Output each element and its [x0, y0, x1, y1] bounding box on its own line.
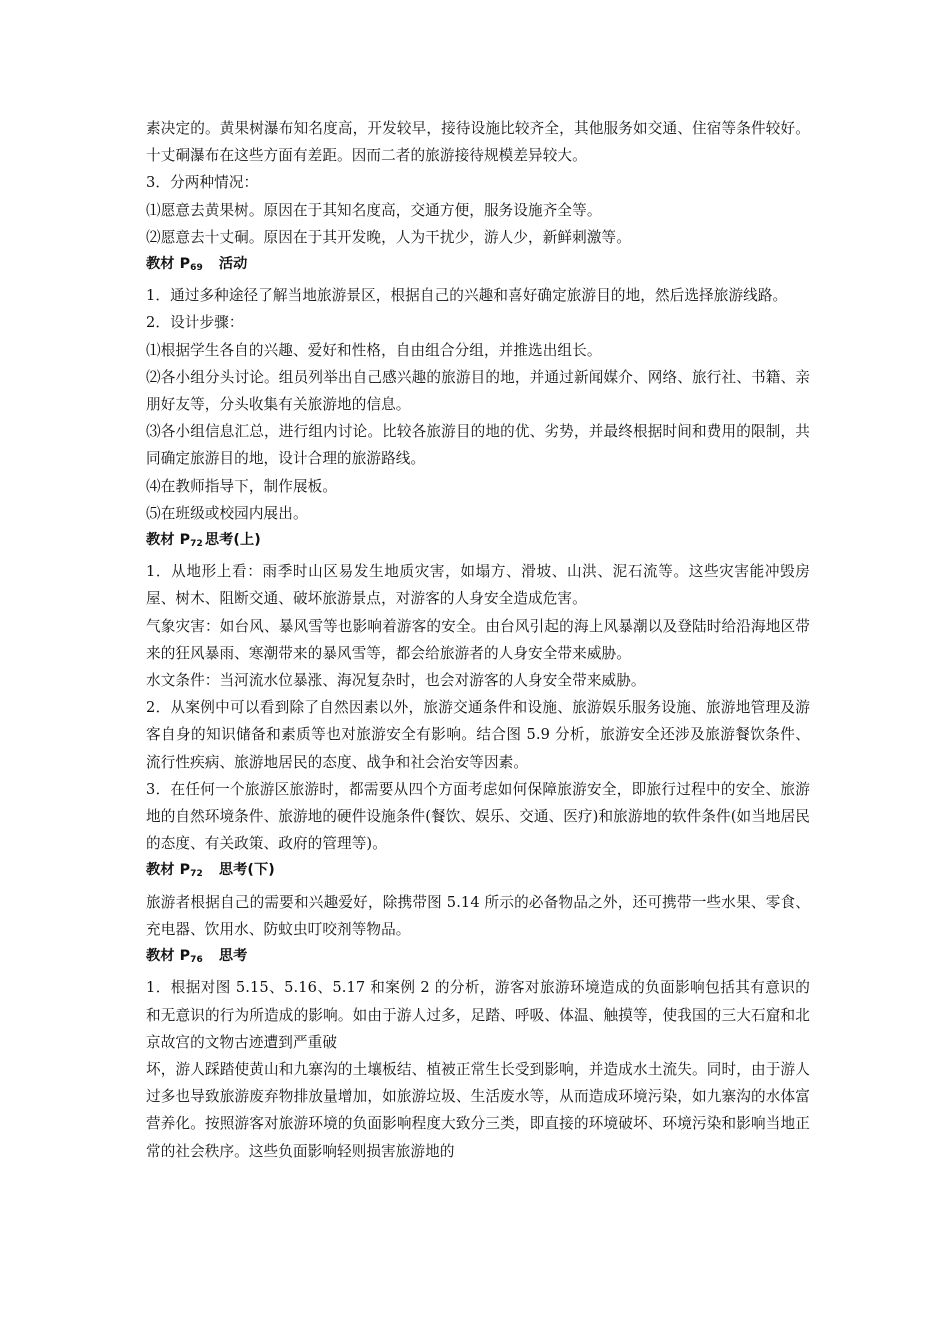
paragraph: 3．分两种情况：: [146, 174, 259, 192]
heading-title: 思考: [218, 948, 248, 965]
paragraph: 水文条件：当河流水位暴涨、海况复杂时，也会对游客的人身安全带来威胁。: [146, 672, 646, 690]
heading-page-number: 72: [190, 539, 203, 550]
heading-title: 思考(下): [218, 862, 275, 879]
document-body: [146, 115, 810, 1165]
paragraph: ⑸在班级或校园内展出。: [146, 504, 308, 522]
paragraph: 1．从地形上看：雨季时山区易发生地质灾害，如塌方、滑坡、山洪、泥石流等。这些灾害能冲毁房屋、树木、阻断交通、破坏旅游景点，对游客的人身安全造成危害。: [146, 563, 810, 608]
paragraph: 1．通过多种途径了解当地旅游景区，根据自己的兴趣和喜好确定旅游目的地，然后选择旅游线路。: [146, 287, 788, 305]
paragraph: 旅游者根据自己的需要和兴趣爱好，除携带图 5.14 所示的必备物品之外，还可携带一些水果、零食、充电器、饮用水、防蚊虫叮咬剂等物品。: [146, 893, 810, 938]
section-heading: [146, 251, 810, 282]
paragraph: ⑵愿意去十丈硐。原因在于其开发晚，人为干扰少，游人少，新鲜刺激等。: [146, 228, 631, 246]
paragraph: 素决定的。黄果树瀑布知名度高，开发较早，接待设施比较齐全，其他服务如交通、住宿等条件较好。十丈硐瀑布在这些方面有差距。因而二者的旅游接待规模差异较大。: [146, 120, 810, 165]
paragraph: 气象灾害：如台风、暴风雪等也影响着游客的安全。由台风引起的海上风暴潮以及登陆时给沿海地区带来的狂风暴雨、寒潮带来的暴风雪等，都会给旅游者的人身安全带来威胁。: [146, 617, 810, 662]
section-heading: [146, 857, 810, 888]
paragraph: ⑴根据学生各自的兴趣、爱好和性格，自由组合分组，并推选出组长。: [146, 341, 602, 359]
paragraph: 2．设计步骤：: [146, 314, 244, 332]
heading-page-number: 72: [190, 869, 203, 880]
heading-page-number: 76: [190, 955, 203, 966]
paragraph: ⑴愿意去黄果树。原因在于其知名度高，交通方便，服务设施齐全等。: [146, 201, 602, 219]
paragraph: ⑵各小组分头讨论。组员列举出自己感兴趣的旅游目的地，并通过新闻媒介、网络、旅行社、书籍、亲朋好友等，分头收集有关旅游地的信息。: [146, 368, 810, 414]
heading-prefix: 教材 P: [146, 532, 191, 549]
heading-page-number: 69: [190, 263, 203, 274]
section-heading: [146, 943, 810, 974]
heading-prefix: 教材 P: [146, 256, 191, 273]
heading-title: 活动: [218, 256, 248, 273]
paragraph: ⑷在教师指导下，制作展板。: [146, 477, 338, 495]
paragraph: 2．从案例中可以看到除了自然因素以外，旅游交通条件和设施、旅游娱乐服务设施、旅游地管理及游客自身的知识储备和素质等也对旅游安全有影响。结合图 5.9 分析，旅游安全还涉及旅游餐饮条件、流行性疾病、旅游地居民的态度、战争和社会治安等因素。: [146, 699, 810, 771]
paragraph: 坏，游人踩踏使黄山和九寨沟的土壤板结、植被正常生长受到影响，并造成水土流失。同时，由于游人过多也导致旅游废弃物排放量增加，如旅游垃圾、生活废水等，从而造成环境污染，如九寨沟的水体富营养化。按照游客对旅游环境的负面影响程度大致分三类，即直接的环境破坏、环境污染和影响当地正常的社会秩序。这些负面影响轻则损害旅游地的: [146, 1060, 810, 1160]
paragraph: 1．根据对图 5.15、5.16、5.17 和案例 2 的分析，游客对旅游环境造成的负面影响包括其有意识的和无意识的行为所造成的影响。如由于游人过多，足踏、呼吸、体温、触摸等，使我国的三大石窟和北京故宫的文物古迹遭到严重破: [146, 979, 810, 1051]
paragraph: ⑶各小组信息汇总，进行组内讨论。比较各旅游目的地的优、劣势，并最终根据时间和费用的限制，共同确定旅游目的地，设计合理的旅游路线。: [146, 423, 810, 468]
heading-prefix: 教材 P: [146, 948, 191, 965]
paragraph: 3．在任何一个旅游区旅游时，都需要从四个方面考虑如何保障旅游安全，即旅行过程中的安全、旅游地的自然环境条件、旅游地的硬件设施条件(餐饮、娱乐、交通、医疗)和旅游地的软件条件(如当地居民的态度、有关政策、政府的管理等)。: [146, 780, 810, 853]
heading-prefix: 教材 P: [146, 862, 191, 879]
heading-title: 思考(上): [204, 532, 261, 549]
section-heading: [146, 527, 810, 558]
